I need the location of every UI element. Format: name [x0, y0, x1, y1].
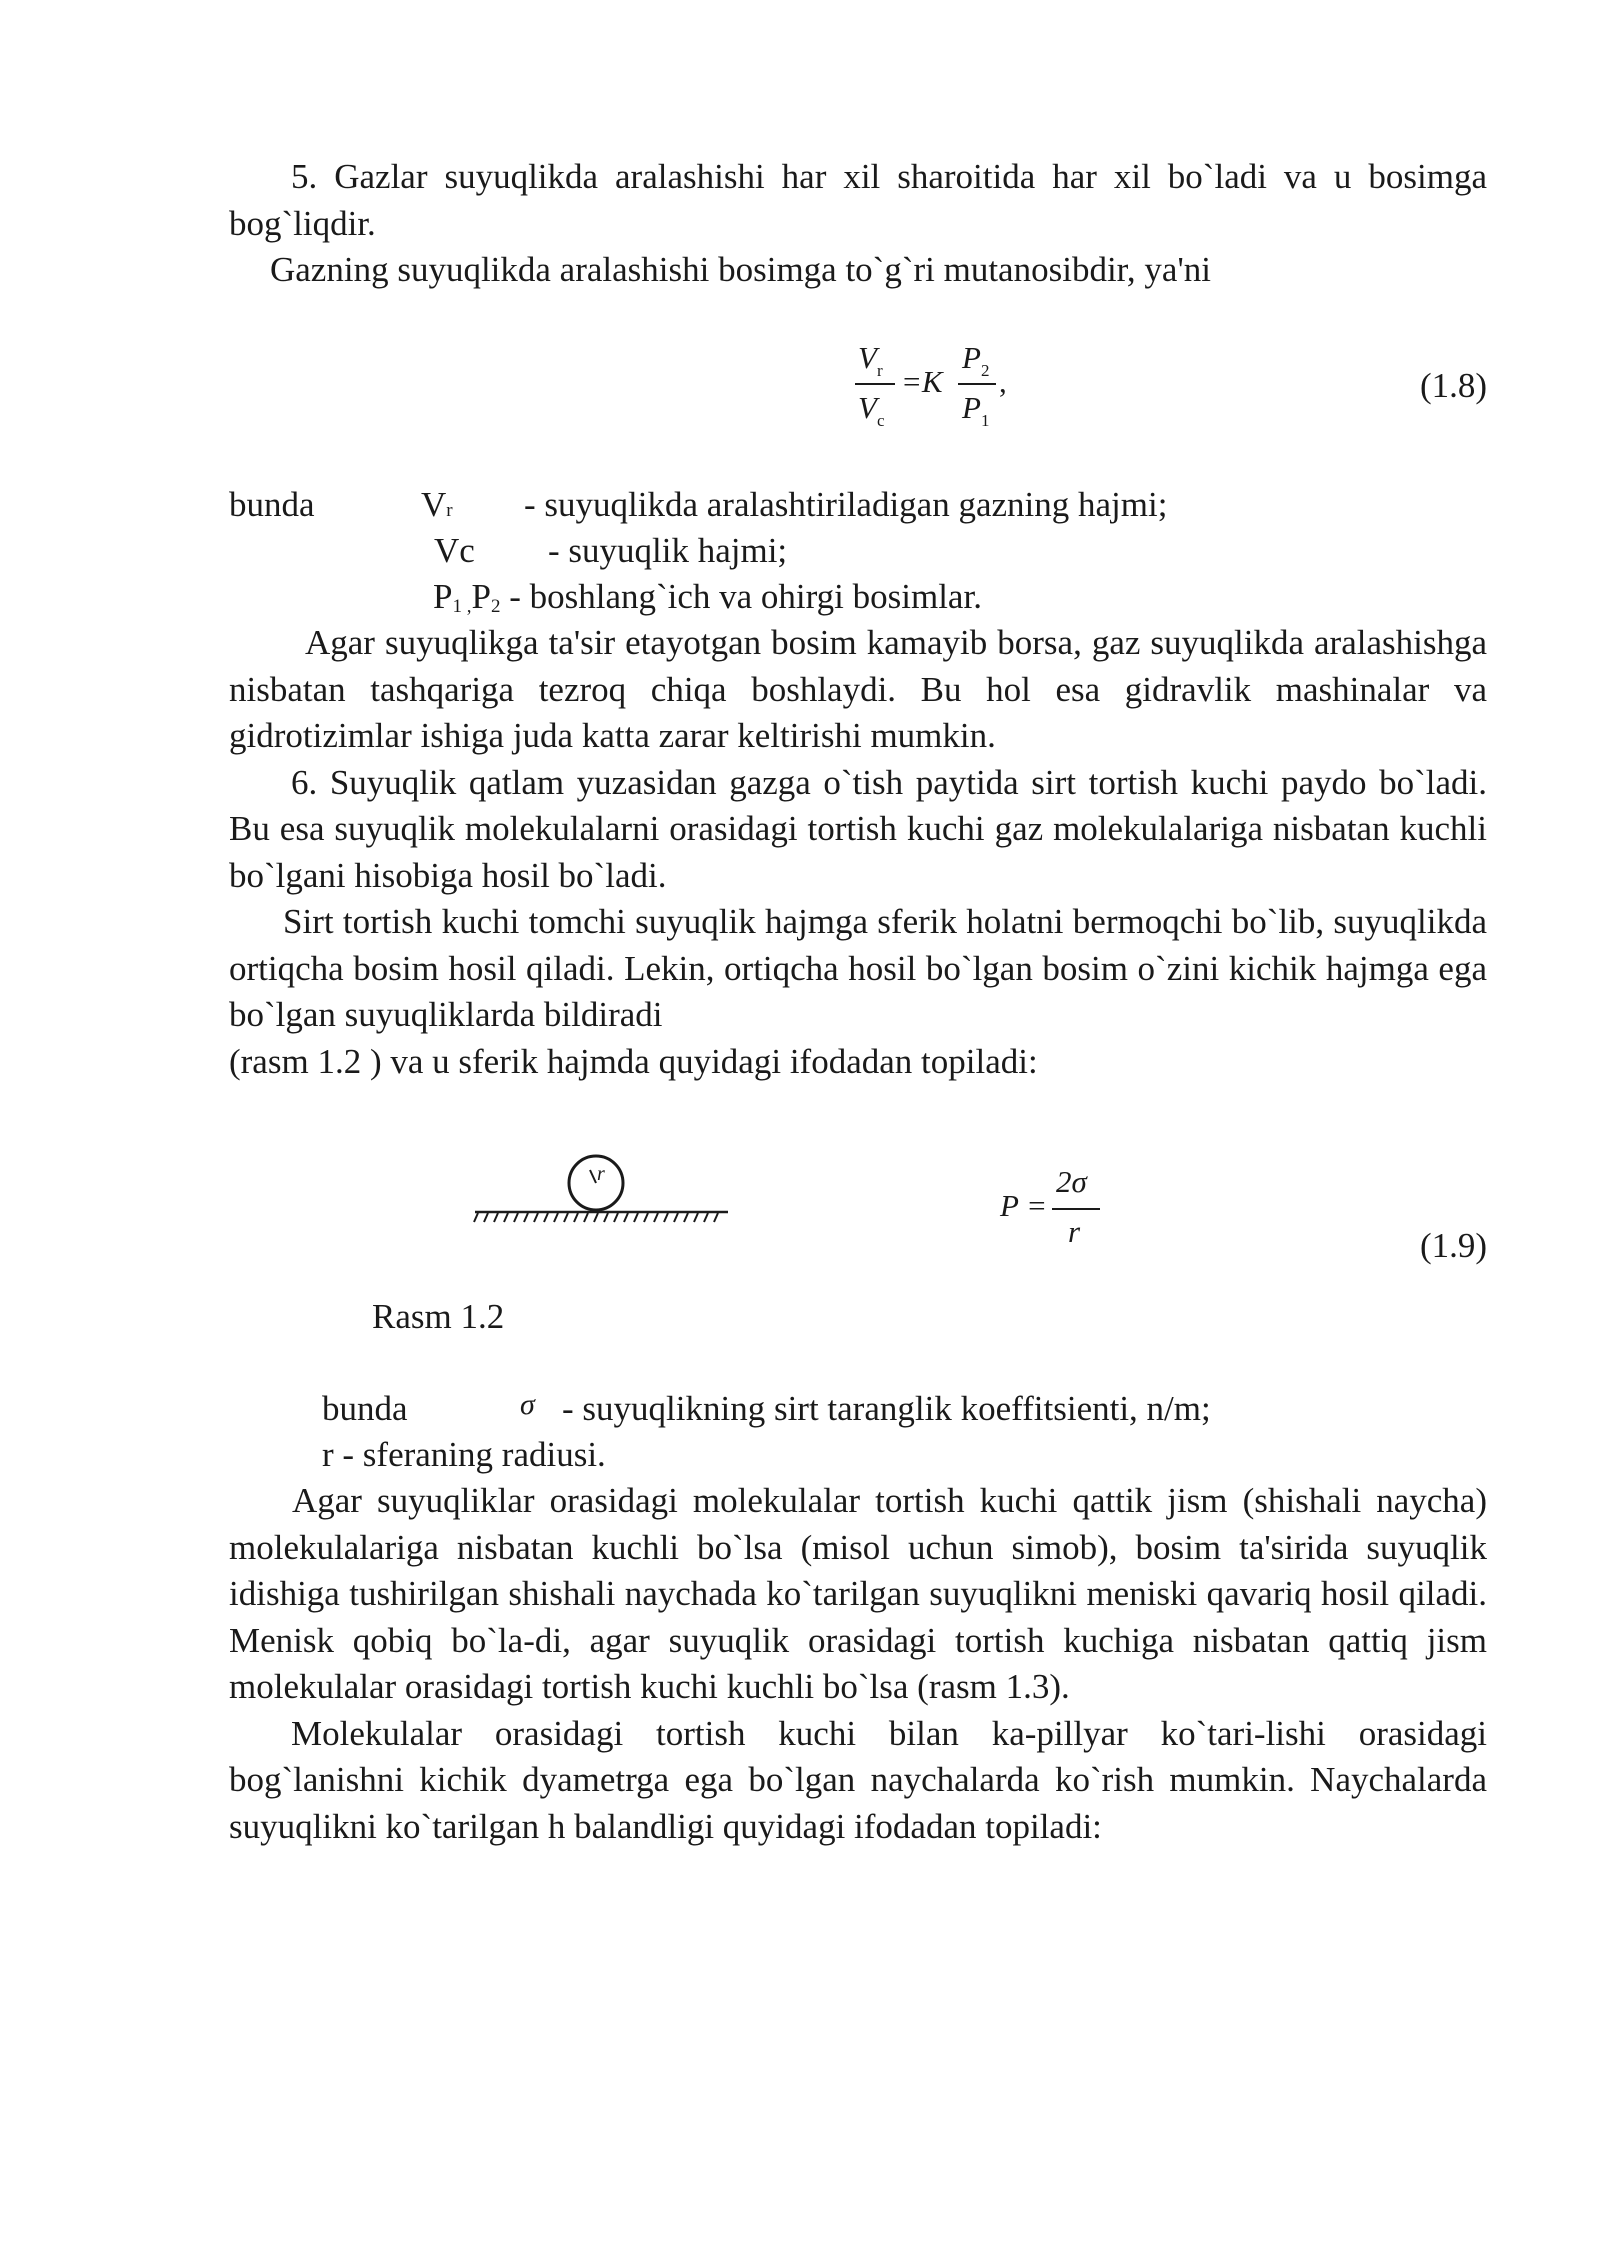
legend-p1p2: P1 ,P2 - boshlang`ich va ohirgi bosimlar. — [433, 577, 982, 617]
legend2-sigma: σ — [520, 1388, 535, 1421]
eq-denominator-p: $P_1$ — [962, 390, 990, 430]
legend2-r-text: r - sferaning radiusi. — [322, 1435, 606, 1474]
legend-vr-text: - suyuqlikda aralashtiriladigan gazning hajmi; — [524, 485, 1168, 524]
legend-vr-symbol: Vr — [421, 485, 453, 524]
equation-number: (1.8) — [1419, 366, 1487, 405]
paragraph-gas-mixing: 5. Gazlar suyuqlikda aralashishi har xil sharoitida har xil bo`ladi va u bosimga bog`liqdir. — [229, 157, 1487, 243]
figure-caption: Rasm 1.2 — [372, 1297, 505, 1336]
eq-comma: , — [999, 364, 1007, 399]
fraction-bar — [1052, 1208, 1100, 1210]
paragraph-figure-ref: (rasm 1.2 ) va u sferik hajmda quyidagi ifodadan topiladi: — [229, 1041, 1038, 1081]
eq-constant-k: =K — [901, 364, 943, 399]
paragraph-block-2 — [229, 620, 1487, 1085]
eq-denominator-v: $V_c$ — [858, 390, 885, 430]
eq-numerator-sigma: 2σ — [1056, 1164, 1087, 1199]
surface-hatching — [474, 1213, 718, 1222]
figure-drop-on-surface — [470, 1140, 740, 1230]
drop-radius-label: r — [597, 1163, 605, 1185]
paragraph-capillary: Molekulalar orasidagi tortish kuchi bilan ka-pillyar ko`tari-lishi orasidagi bog`lanishni kichik dyametrga ega bo`lgan naychalarda ko`rish mumkin. Naychalarda suyuqlikni ko`tarilgan h balandligi quyidagi ifodadan topiladi: — [229, 1713, 1487, 1846]
eq-numerator-p: $P_2$ — [962, 340, 990, 380]
legend-vc-symbol: Vc — [434, 531, 475, 570]
legend2-sigma-text: - suyuqlikning sirt taranglik koeffitsienti, n/m; — [562, 1389, 1211, 1428]
radius-line — [590, 1170, 596, 1183]
paragraph-surface-tension: 6. Suyuqlik qatlam yuzasidan gazga o`tish paytida sirt tortish kuchi paydo bo`ladi. Bu esa suyuqlik molekulalarni orasidagi tortish kuchi gaz molekulalariga nisbatan kuchli bo`lgani hisobiga hosil bo`ladi. — [229, 762, 1487, 895]
paragraph-meniscus: Agar suyuqliklar orasidagi molekulalar tortish kuchi qattik jism (shishali naycha) molekulalariga nisbatan kuchli bo`lsa (misol uchun simob), bosim ta'sirida suyuqlik idishiga tushirilgan shishali naychada ko`tarilgan suyuqlikni meniski qavariq hosil qiladi. Menisk qobiq bo`la-di, agar suyuqlik orasidagi tortish kuchiga nisbatan qattiq jism molekulalar orasidagi tortish kuchi kuchli bo`lsa (rasm 1.3). — [229, 1481, 1487, 1706]
legend-vc-text: - suyuqlik hajmi; — [548, 531, 788, 570]
eq-numerator-v: $V_r$ — [858, 340, 883, 380]
paragraph-spherical: Sirt tortish kuchi tomchi suyuqlik hajmga sferik holatni bermoqchi bo`lib, suyuqlikda ortiqcha bosim hosil qiladi. Lekin, ortiqcha hosil bo`lgan bosim o`zini kichik hajmga ega bo`lgan suyuqliklarda bildiradi — [229, 902, 1487, 1034]
legend-bunda: bunda — [229, 485, 315, 524]
eq-denominator-r: r — [1068, 1214, 1081, 1249]
eq-lhs: P = — [1000, 1188, 1048, 1223]
paragraph-block-1 — [229, 154, 1487, 294]
legend2-bunda: bunda — [322, 1389, 408, 1428]
paragraph-block-3 — [229, 1478, 1487, 1850]
equation-number: (1.9) — [1419, 1226, 1487, 1265]
paragraph-pressure-decrease: Agar suyuqlikga ta'sir etayotgan bosim kamayib borsa, gaz suyuqlikda aralashishga nisbatan tashqariga tezroq chiqa boshlaydi. Bu hol esa gidravlik mashinalar va gidrotizimlar ishiga juda katta zarar keltirishi mumkin. — [229, 623, 1487, 755]
fraction-bar — [855, 383, 895, 385]
paragraph-proportional: Gazning suyuqlikda aralashishi bosimga to`g`ri mutanosibdir, ya'ni — [270, 250, 1211, 289]
fraction-bar — [958, 383, 996, 385]
